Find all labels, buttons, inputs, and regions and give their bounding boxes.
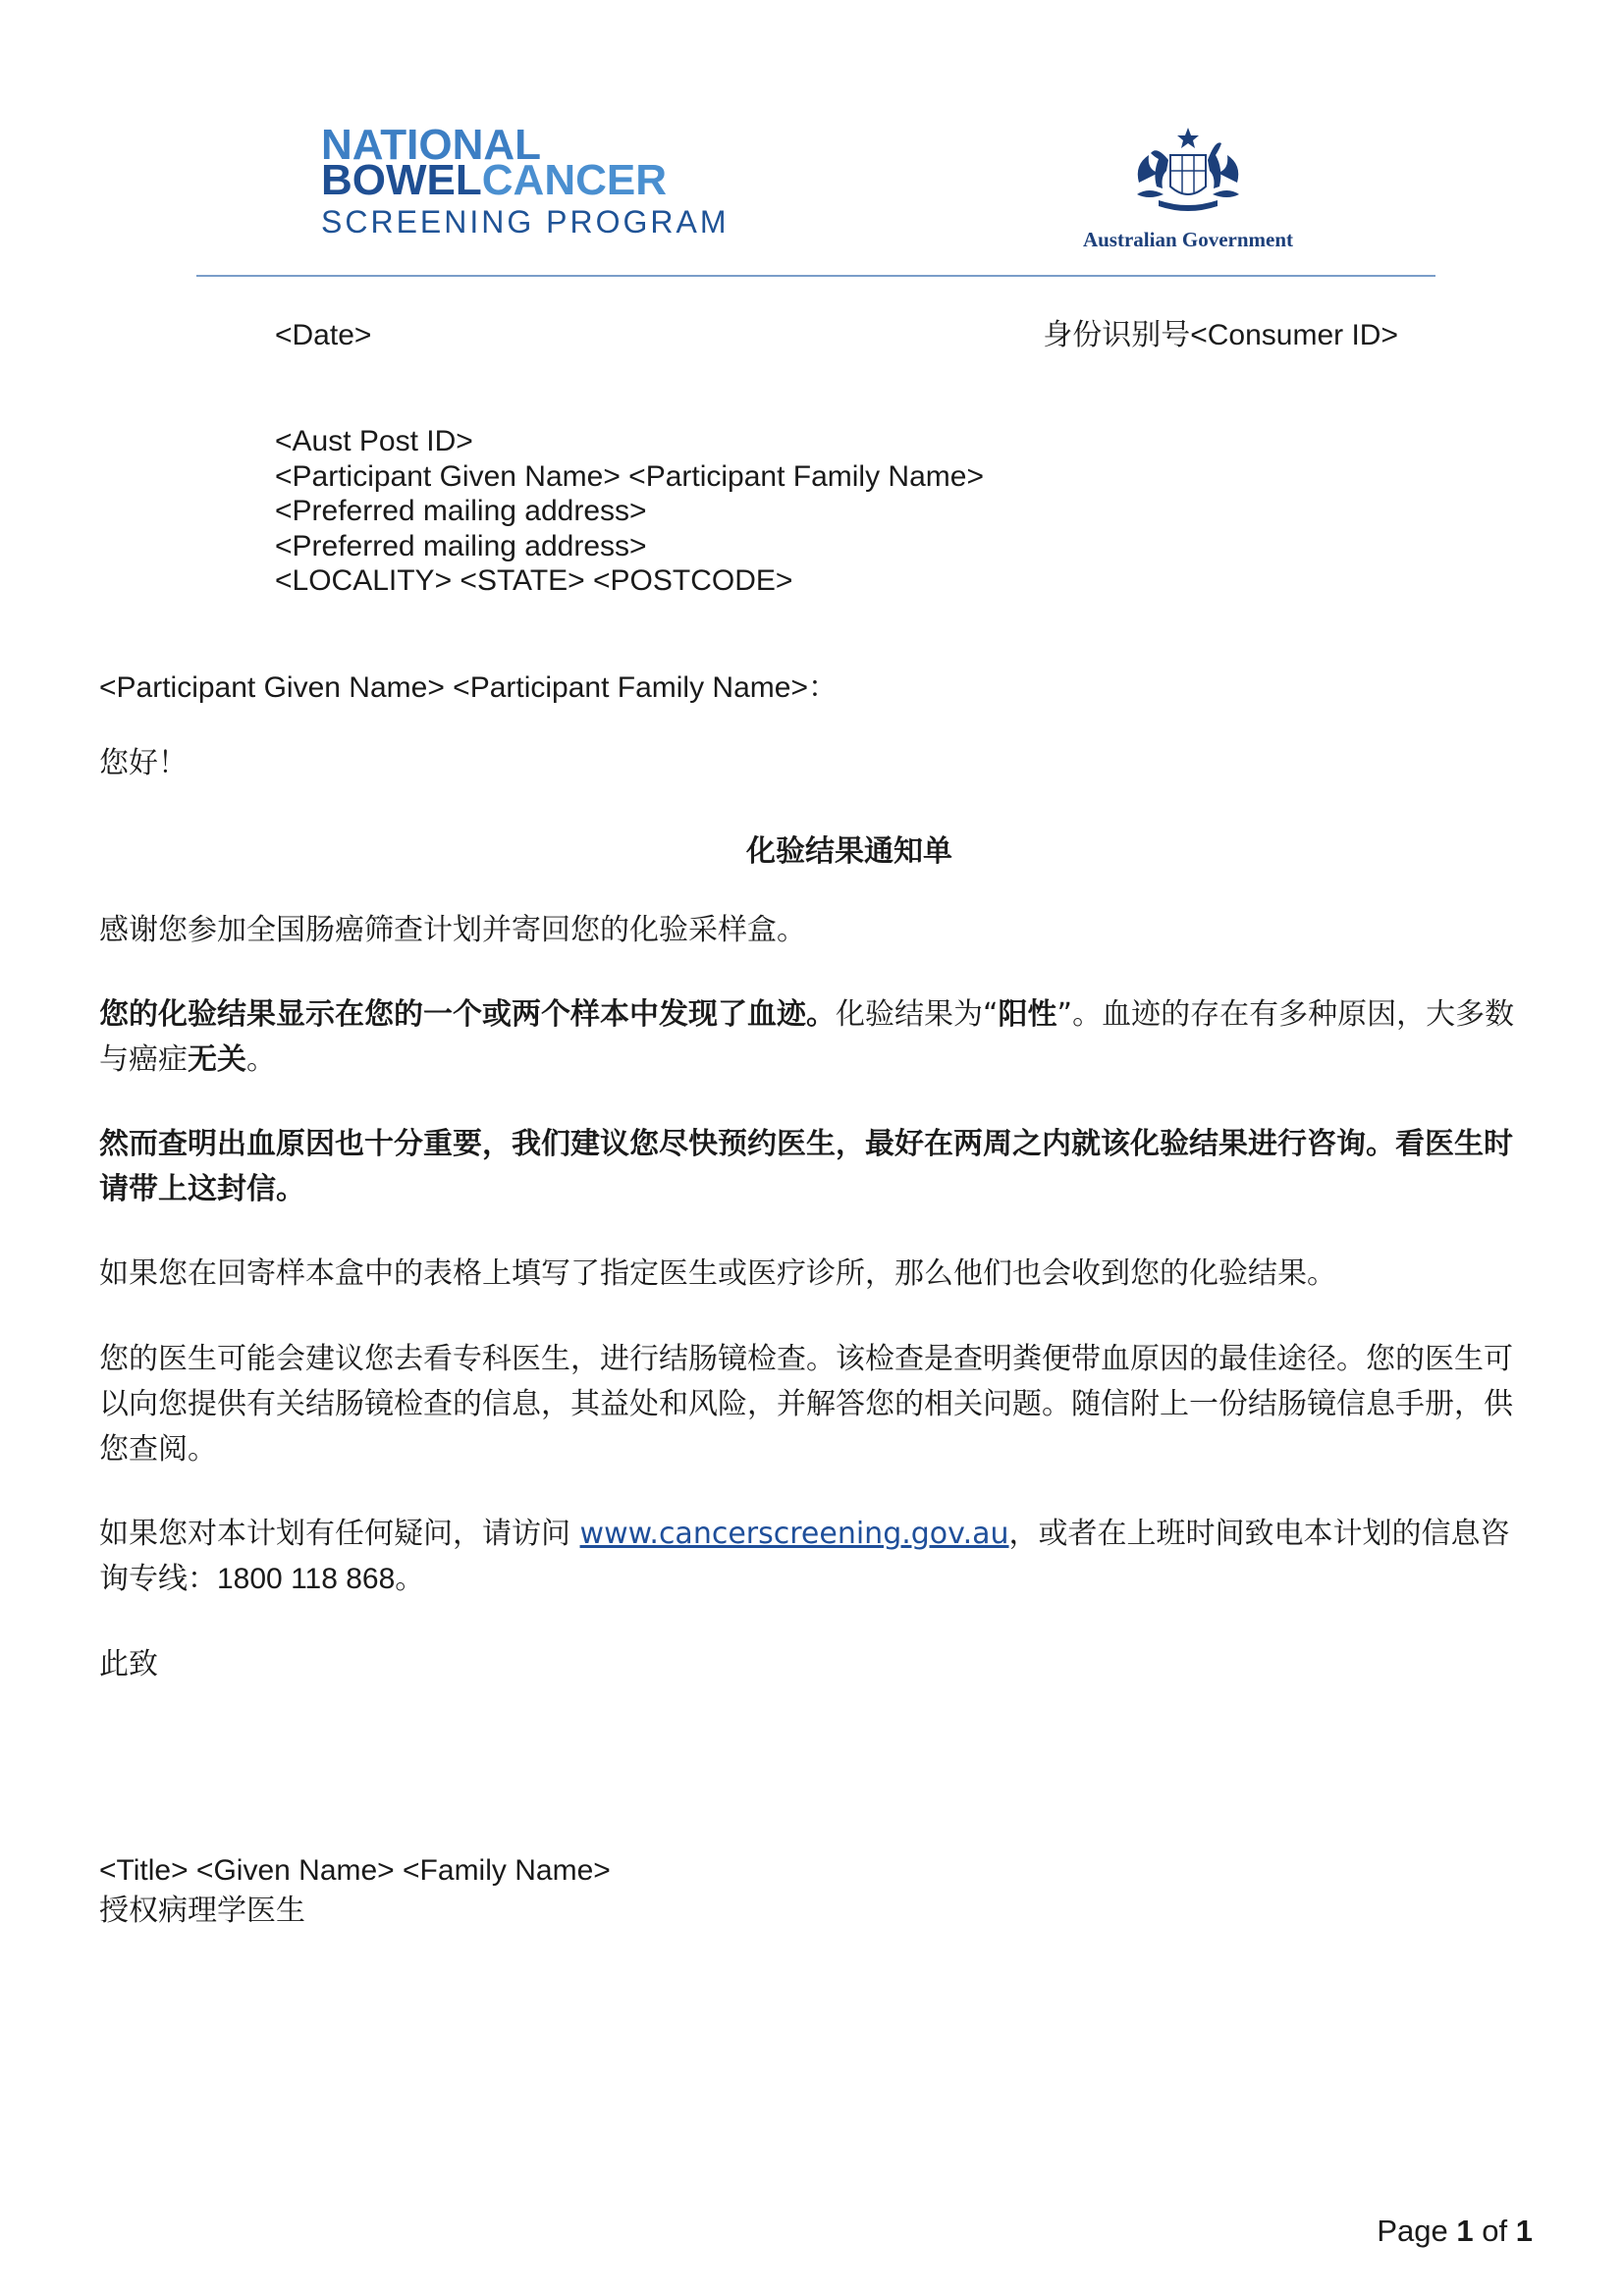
contact-text: 如果您对本计划有任何疑问，请访问 [99, 1517, 580, 1551]
logo-word-cancer: CANCER [481, 156, 667, 204]
of-word: of [1482, 2214, 1508, 2248]
logo-line-screening: SCREENING PROGRAM [321, 204, 730, 240]
website-link[interactable]: www.cancerscreening.gov.au [579, 1517, 1009, 1551]
paragraph-thanks: 感谢您参加全国肠癌筛查计划并寄回您的化验采样盒。 [99, 913, 806, 947]
result-unrelated: 无关 [188, 1042, 246, 1077]
contact-text: ，或者在上班时间致电本计划的信息咨询专线： [99, 1517, 1510, 1596]
signer-role: 授权病理学医生 [99, 1894, 305, 1928]
address-line: <Preferred mailing address> [275, 495, 647, 527]
letter-date: <Date> [275, 319, 372, 351]
result-text: 。 [246, 1042, 276, 1077]
coat-of-arms-icon [1119, 126, 1257, 224]
paragraph-contact [99, 1512, 1533, 1602]
address-line: <Participant Given Name> <Participant Family Name> [275, 459, 984, 493]
address-block [275, 424, 984, 599]
address-line: <Preferred mailing address> [275, 529, 647, 562]
page-total: 1 [1515, 2214, 1533, 2248]
consumer-id: 身份识别号<Consumer ID> [1043, 319, 1398, 351]
address-line: <Aust Post ID> [275, 425, 473, 457]
result-bold: 您的化验结果显示在您的一个或两个样本中发现了血迹。 [99, 997, 836, 1032]
header-divider [196, 275, 1435, 277]
gov-text: Australian Government [1082, 228, 1294, 251]
nbcsp-logo [321, 121, 730, 241]
closing: 此致 [99, 1647, 158, 1682]
paragraph-result [99, 992, 1533, 1083]
australian-government-logo [1060, 126, 1316, 252]
paragraph-nominated-doctor: 如果您在回寄样本盒中的表格上填写了指定医生或医疗诊所，那么他们也会收到您的化验结果。 [99, 1256, 1336, 1291]
address-line: <LOCALITY> <STATE> <POSTCODE> [275, 564, 793, 597]
phone-number: 1800 118 868 [217, 1563, 396, 1595]
logo-line-bowelcancer [321, 156, 729, 204]
result-text: ”。血迹的存在有多种原因，大多数与癌症 [99, 997, 1515, 1077]
greeting: 您好！ [99, 746, 188, 780]
page-current: 1 [1456, 2214, 1474, 2248]
result-positive: 阳性 [998, 997, 1057, 1032]
result-text: 化验结果为“ [836, 997, 999, 1032]
page-number [1377, 2214, 1533, 2249]
letter-title: 化验结果通知单 [746, 834, 952, 869]
page-word: Page [1377, 2214, 1448, 2248]
salutation: <Participant Given Name> <Participant Family Name>： [99, 671, 838, 704]
contact-text: 。 [395, 1562, 425, 1596]
logo-word-bowel: BOWEL [321, 156, 482, 204]
paragraph-colonoscopy: 您的医生可能会建议您去看专科医生，进行结肠镜检查。该检查是查明粪便带血原因的最佳途径。您的医生可以向您提供有关结肠镜检查的信息，其益处和风险，并解答您的相关问题。随信附上一份结肠镜信息手册，供您查阅。 [99, 1342, 1513, 1467]
logo-line-national: NATIONAL [321, 121, 542, 169]
signer-name: <Title> <Given Name> <Family Name> [99, 1854, 611, 1887]
paragraph-see-doctor: 然而查明出血原因也十分重要，我们建议您尽快预约医生，最好在两周之内就该化验结果进行咨询。看医生时请带上这封信。 [99, 1127, 1513, 1206]
